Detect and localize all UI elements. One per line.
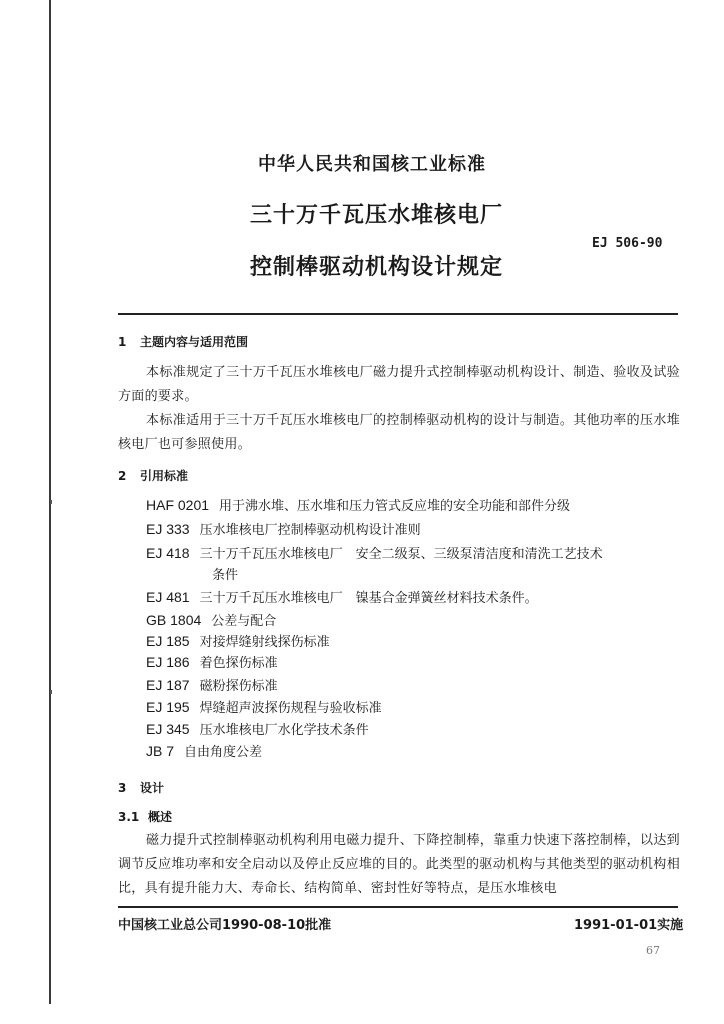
reference-item [146, 495, 570, 514]
section-3-heading [118, 779, 164, 796]
reference-code: EJ 333 [146, 521, 190, 537]
page-number: 67 [646, 944, 660, 957]
reference-title: 压水堆核电厂控制棒驱动机构设计准则 [199, 523, 421, 538]
document-title-line1: 三十万千瓦压水堆核电厂 [250, 203, 504, 228]
footer-divider [118, 906, 678, 908]
reference-code: HAF 0201 [146, 497, 210, 513]
reference-item [146, 697, 382, 716]
section-1-para-1 [118, 361, 680, 409]
section-2-title: 引用标准 [140, 469, 189, 483]
standard-body: 中华人民共和国核工业标准 [258, 154, 486, 175]
binding-mark [50, 690, 52, 694]
reference-code: EJ 481 [146, 589, 190, 605]
reference-item [146, 741, 262, 760]
section-3-1-number: 3.1 [118, 810, 140, 824]
reference-title: 三十万千瓦压水堆核电厂 安全二级泵、三级泵清洁度和清洗工艺技术 [199, 547, 603, 562]
reference-code: EJ 187 [146, 677, 190, 693]
section-1-para-2 [118, 409, 680, 457]
section-2-number: 2 [118, 469, 127, 483]
reference-title: 用于沸水堆、压水堆和压力管式反应堆的安全功能和部件分级 [219, 499, 571, 514]
reference-title: 三十万千瓦压水堆核电厂 镍基合金弹簧丝材料技术条件。 [199, 591, 538, 606]
reference-item [146, 543, 603, 562]
section-3-1-para [118, 829, 680, 901]
reference-code: EJ 186 [146, 654, 190, 670]
reference-code: EJ 345 [146, 721, 190, 737]
reference-title: 公差与配合 [211, 614, 277, 629]
effective-date: 1991-01-01实施 [574, 918, 684, 933]
reference-item [146, 675, 278, 694]
reference-item [146, 587, 538, 606]
reference-title: 压水堆核电厂水化学技术条件 [199, 723, 369, 738]
reference-code: GB 1804 [146, 612, 202, 628]
section-3-1-title: 概述 [148, 810, 173, 824]
section-1-title: 主题内容与适用范围 [140, 335, 249, 349]
section-3-1-para-text: 磁力提升式控制棒驱动机构利用电磁力提升、下降控制棒，靠重力快速下落控制棒，以达到调节反应堆功率和安全启动以及停止反应堆的目的。此类型的驱动机构与其他类型的驱动机构相比，具有提升能力大、寿命长、结构简单、密封性好等特点，是压水堆核电 [118, 833, 680, 896]
section-1-number: 1 [118, 335, 127, 349]
section-1-heading [118, 333, 248, 350]
reference-title-continuation: 条件 [212, 568, 239, 583]
reference-title: 焊缝超声波探伤规程与验收标准 [199, 701, 382, 716]
reference-item [146, 610, 276, 629]
approval-note: 中国核工业总公司1990-08-10批准 [118, 918, 332, 933]
reference-code: EJ 195 [146, 699, 190, 715]
reference-code: EJ 185 [146, 633, 190, 649]
section-1-para-1-text: 本标准规定了三十万千瓦压水堆核电厂磁力提升式控制棒驱动机构设计、制造、验收及试验方面的要求。 [118, 365, 680, 404]
document-title-line2: 控制棒驱动机构设计规定 [250, 255, 504, 280]
section-2-heading [118, 467, 188, 484]
reference-item [146, 719, 369, 738]
reference-title: 对接焊缝射线探伤标准 [199, 635, 330, 650]
section-1-para-2-text: 本标准适用于三十万千瓦压水堆核电厂的控制棒驱动机构的设计与制造。其他功率的压水堆核电厂也可参照使用。 [118, 413, 680, 452]
reference-item [146, 519, 421, 538]
reference-item [146, 631, 330, 650]
reference-title: 磁粉探伤标准 [199, 679, 278, 694]
section-3-title: 设计 [140, 781, 165, 795]
section-3-number: 3 [118, 781, 127, 795]
reference-item [146, 652, 278, 671]
section-3-1-heading [118, 808, 172, 825]
binding-mark [50, 500, 52, 504]
standard-code: EJ 506-90 [592, 236, 663, 251]
header-divider [118, 313, 678, 315]
reference-title: 着色探伤标准 [199, 656, 278, 671]
reference-code: EJ 418 [146, 545, 190, 561]
reference-title: 自由角度公差 [184, 745, 263, 760]
reference-code: JB 7 [146, 743, 175, 759]
